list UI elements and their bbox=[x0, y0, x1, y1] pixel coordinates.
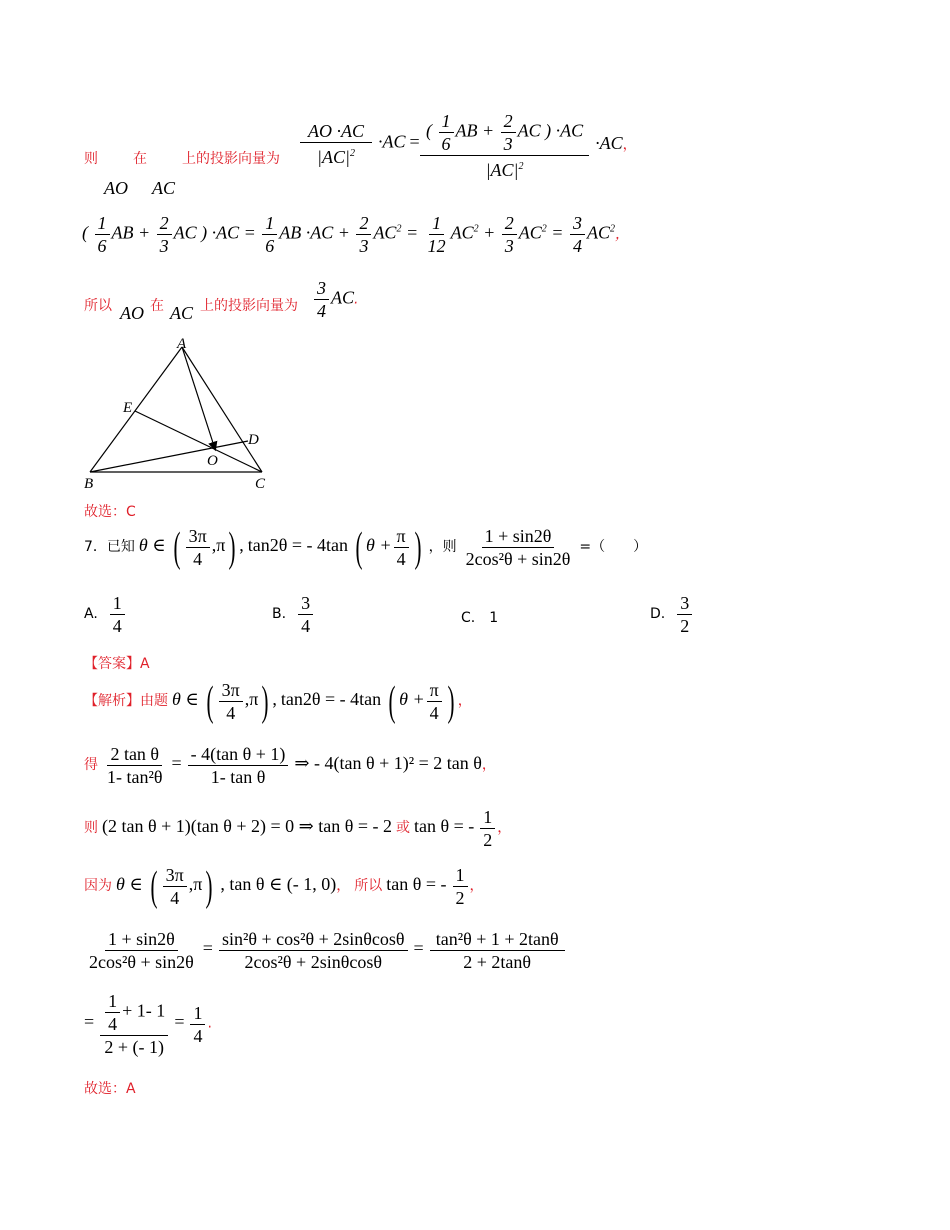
vec-ao-2: AO bbox=[120, 303, 144, 323]
projection-formula: $\frac{AO \cdot AC}{|AC|^2}$ ·AC = bbox=[298, 120, 420, 168]
option-c[interactable]: C. 1 bbox=[461, 610, 499, 626]
ze-label: 则 bbox=[84, 151, 98, 167]
segment-bd bbox=[90, 441, 248, 472]
label-e: E bbox=[123, 400, 133, 416]
prev-answer: 故选：C bbox=[84, 504, 136, 520]
triangle-figure bbox=[80, 333, 280, 493]
vec-ac-label: AC bbox=[152, 178, 176, 198]
result-label: 上的投影向量为 bbox=[200, 298, 298, 314]
option-d[interactable]: D. $\frac{3}{2}$ bbox=[650, 592, 694, 637]
label-a: A bbox=[177, 336, 187, 352]
suoyi-label: 所以 bbox=[84, 298, 112, 314]
touying-label: 上的投影向量为 bbox=[182, 151, 280, 167]
answer-label: 【答案】A bbox=[84, 656, 150, 672]
projection-expansion: ( $\frac{1}{6}$ AB + $\frac{2}{3}$ AC ) ·AC $|AC|^2$ ·AC， bbox=[418, 110, 637, 181]
label-b: B bbox=[84, 476, 94, 492]
label-c: C bbox=[255, 476, 266, 492]
vec-ao-label: AO bbox=[104, 178, 128, 198]
option-b[interactable]: B. $\frac{3}{4}$ bbox=[272, 592, 315, 637]
option-a[interactable]: A. $\frac{1}{4}$ bbox=[84, 592, 127, 637]
dot-product-line: ( $\frac{1}{6}$ AB + $\frac{2}{3}$ AC ) ·AC = $\frac{1}{6}$ AB ·AC + $\frac{2}{3}$ $AC^2$ = $\frac{1}{12}$ $AC^2$ + $\frac{2}{3}$ $AC^2$ = $\frac{3}{4}$ $AC^2$， bbox=[82, 213, 629, 256]
result-expression: $\frac{3}{4}$ AC. bbox=[312, 277, 358, 322]
analysis-line-de: 得 $\frac{\text{2 tan θ}}{\text{1- tan²θ}}$ = $\frac{\text{- 4(tan θ + 1)}}{\text{1- tan θ}}$ ⇒ - 4(tan θ + 1)² = 2 tan θ， bbox=[84, 744, 496, 787]
vec-ac-2: AC bbox=[170, 303, 194, 323]
zai-label-2: 在 bbox=[150, 298, 164, 314]
analysis-line-ze: 则 (2 tan θ + 1)(tan θ + 2) = 0 ⇒ tan θ = - 2 或 tan θ = - $\frac{1}{2}$ ， bbox=[84, 807, 512, 850]
analysis-line-chain: $\frac{1 + \sin 2\theta}{\text{2cos²θ + sin2θ}}$ = $\frac{\text{sin²θ + cos²θ + 2sinθcosθ}}{\text{2cos²θ + 2sinθcosθ}}$ = $\frac{\text{tan²θ + 1 + 2tanθ}}{2 + 2\tan\theta}$ bbox=[84, 928, 567, 973]
zai-label: 在 bbox=[133, 151, 147, 167]
side-ab bbox=[90, 347, 182, 472]
final-answer: 故选：A bbox=[84, 1081, 136, 1097]
question-7: 7．已知 θ ∈ ( $\frac{3\pi}{4}$ ,π) , tan2θ = - 4tan ( θ + $\frac{\pi}{4}$ ) ，则 $\frac{1 + \sin 2\theta}{\text{2cos²θ + sin2θ}}$ =（ ） bbox=[84, 524, 648, 571]
label-o: O bbox=[207, 453, 218, 469]
vector-ao bbox=[182, 347, 215, 449]
analysis-line-1: 【解析】由题 θ ∈ ( $\frac{3\pi}{4}$ ,π) , tan2θ = - 4tan ( θ + $\frac{\pi}{4}$ ) ， bbox=[84, 678, 472, 725]
label-d: D bbox=[248, 432, 259, 448]
analysis-line-final: = $\frac{1}{4}$ + 1- 1 2 + (- 1) = $\frac{1}{4}$ . bbox=[84, 991, 212, 1057]
analysis-line-yinwei: 因为 θ ∈ ( $\frac{3\pi}{4}$ ,π) , tan θ ∈ (- 1, 0)， 所以 tan θ = - $\frac{1}{2}$ ， bbox=[84, 863, 484, 910]
